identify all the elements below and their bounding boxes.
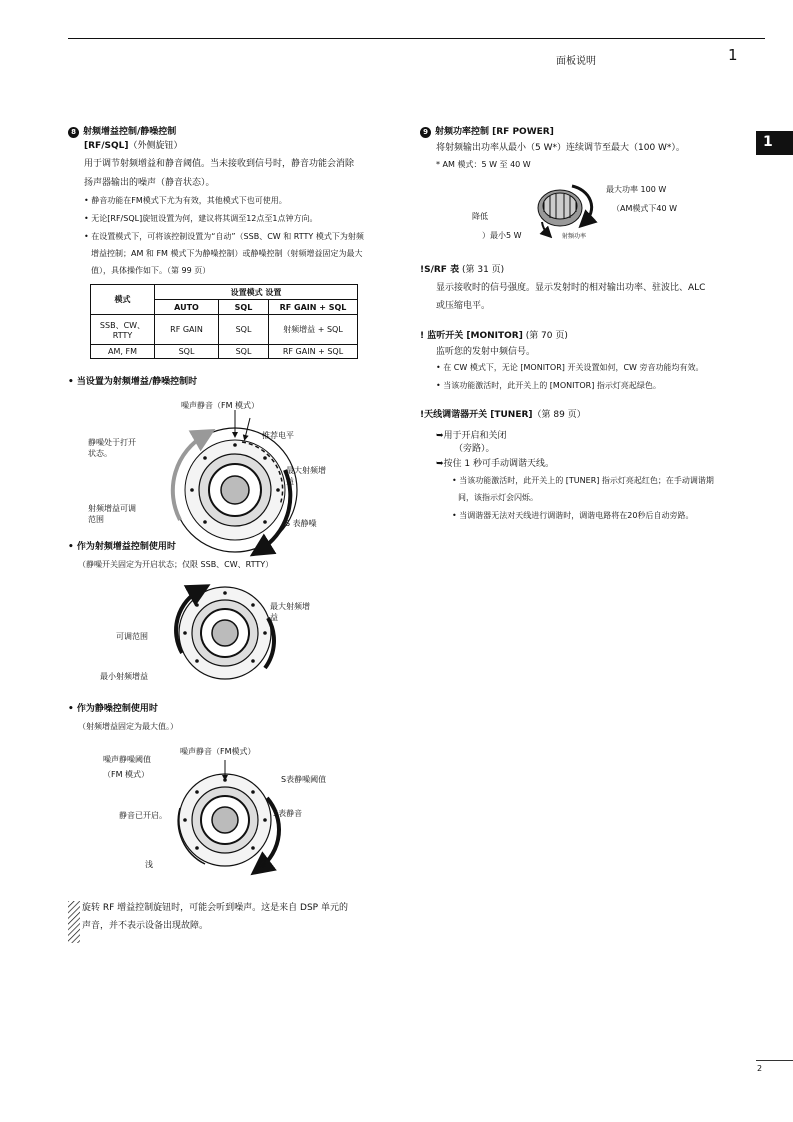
table-cell: RF GAIN + SQL [269,345,358,359]
item8-bullet3c: 值），具体操作如下。（第 99 页） [91,266,211,275]
fig3-noise-fm: 噪声静音（FM模式） [180,747,256,756]
item9-number: 9 [420,127,431,138]
item8-desc1: 用于调节射频增益和静音阈值。当未接收到信号时，静音功能会消除 [84,159,355,169]
monitor-bullet2: • 当该功能激活时，此开关上的 [MONITOR] 指示灯亮起绿色。 [436,381,661,390]
table-cell-mode: SSB、CW、 RTTY [91,315,155,345]
fig3-note: （射频增益固定为最大值。） [78,722,178,731]
item8-bullet3b: 增益控制；AM 和 FM 模式下为静噪控制）或静噪控制（射频增益固定为最大 [91,249,363,258]
tuner-action1: ➥用于开启和关闭 [436,431,507,441]
squelch-knob-diagram [165,758,285,878]
fig1-heading: • 当设置为射频增益/静噪控制时 [68,377,198,387]
table-group-header: 设置模式 设置 [155,285,358,300]
tuner-heading: !天线调谐器开关 [TUNER]（第 89 页） [420,410,586,420]
fig2-max-rf: 最大射频增 益 [270,602,310,622]
fig1-max-rf: 最大射频增 益 [286,466,326,486]
note-hatch-icon [68,901,80,943]
fig3-heading: • 作为静噪控制使用时 [68,704,158,714]
smeter-line2: 或压缩电平。 [436,301,491,311]
fig2-adj-range: 可调范围 [116,632,148,641]
fig1-noise-fm: 噪声静音（FM 模式） [181,401,260,410]
item8-bullet1: • 静音功能在FM模式下尤为有效，其他模式下也可使用。 [84,196,287,205]
item9-desc: 将射频输出功率从最小（5 W*）连续调节至最大（100 W*）。 [436,143,685,153]
header-title: 面板说明 [556,56,596,67]
fig3-s-threshold: S表静噪阈值 [281,775,327,784]
fig1-recommended: 推荐电平 [262,431,294,440]
table-cell: SQL [219,315,269,345]
table-cell: RF GAIN [155,315,219,345]
table-row [91,345,358,359]
fig2-heading: • 作为射频增益控制使用时 [68,542,176,552]
table-col-sql: SQL [219,300,269,315]
tuner-bullet2: • 当调谐器无法对天线进行调谐时，调谐电路将在20秒后自动旁路。 [452,511,694,520]
monitor-heading: ! 监听开关 [MONITOR] (第 70 页) [420,331,568,341]
smeter-heading: !S/RF 表 (第 31 页) [420,265,505,275]
tuner-action2: ➥按住 1 秒可手动调谐天线。 [436,459,554,469]
table-cell: SQL [155,345,219,359]
table-cell: 射频增益 + SQL [269,315,358,345]
table-col-rfgain-sql: RF GAIN + SQL [269,300,358,315]
item8-desc2: 扬声器输出的噪声（静音状态）。 [84,178,215,188]
monitor-desc: 监听您的发射中频信号。 [436,347,536,357]
fig2-min-rf: 最小射频增益 [100,672,148,681]
table-cell-mode: AM, FM [91,345,155,359]
chapter-tab: 1 [756,131,793,155]
table-mode-header: 模式 [91,285,155,315]
page-number: 2 [757,1064,763,1073]
header-rule [68,38,765,39]
fig3-s-squelch: S表静音 [273,809,303,818]
item9-am-note: * AM 模式：5 W 至 40 W [436,160,531,169]
fig3-deep: 深 [258,860,266,869]
monitor-bullet1: • 在 CW 模式下，无论 [MONITOR] 开关设置如何，CW 旁音功能均有效。 [436,363,704,372]
rf-gain-knob-diagram [170,578,280,688]
table-cell: SQL [219,345,269,359]
note-line1: 旋转 RF 增益控制旋钮时，可能会听到噪声。这是来自 DSP 单元的 [82,903,348,913]
fig1-sq-open: 静噪处于打开 状态。 [88,438,136,458]
rf-power-knob-label: 射频功率 [562,233,587,240]
tuner-bullet1a: • 当该功能激活时，此开关上的 [TUNER] 指示灯亮起红色；在手动调谐期 [452,476,714,485]
item9-title: 9 射频功率控制 [RF POWER] [420,126,554,139]
item8-number: 8 [68,127,79,138]
item9-lower: 降低 [472,212,488,221]
item8-bullet2: • 无论[RF/SQL]旋钮设置为何，建议将其调至12点至1点钟方向。 [84,214,318,223]
item9-max-power: 最大功率 100 W [606,185,667,194]
item9-min-power: ）最小5 W [482,231,522,240]
fig3-shallow: 浅 [145,860,153,869]
fig3-threshold: 噪声静噪阈值 （FM 模式） [103,755,151,779]
item8-bullet3a: • 在设置模式下，可将该控制设置为“自动”（SSB、CW 和 RTTY 模式下为射频 [84,232,364,241]
fig1-rf-range: 射频增益可调 范围 [88,504,136,524]
table-row [91,315,358,345]
item8-title: 8 射频增益控制/静噪控制 [68,126,176,139]
table-col-auto: AUTO [155,300,219,315]
settings-table [90,284,358,359]
smeter-line1: 显示接收时的信号强度。显示发射时的相对输出功率、驻波比、ALC [436,283,706,293]
tuner-bullet1b: 间，该指示灯会闪烁。 [458,493,538,502]
fig3-squelch-open: 静音已开启。 [119,811,167,820]
item9-am-max: （AM模式下40 W [612,204,678,213]
note-line2: 声音，并不表示设备出现故障。 [82,921,209,931]
fig2-note: （静噪开关固定为开启状态；仅限 SSB、CW、RTTY） [78,560,274,569]
header-chapter: 1 [728,46,738,64]
fig1-s-squelch: S 表静噪 [285,519,317,528]
footer-rule [756,1060,793,1061]
tuner-action1b: （旁路）。 [454,444,495,454]
item8-sub: [RF/SQL]（外侧旋钮） [84,141,183,151]
